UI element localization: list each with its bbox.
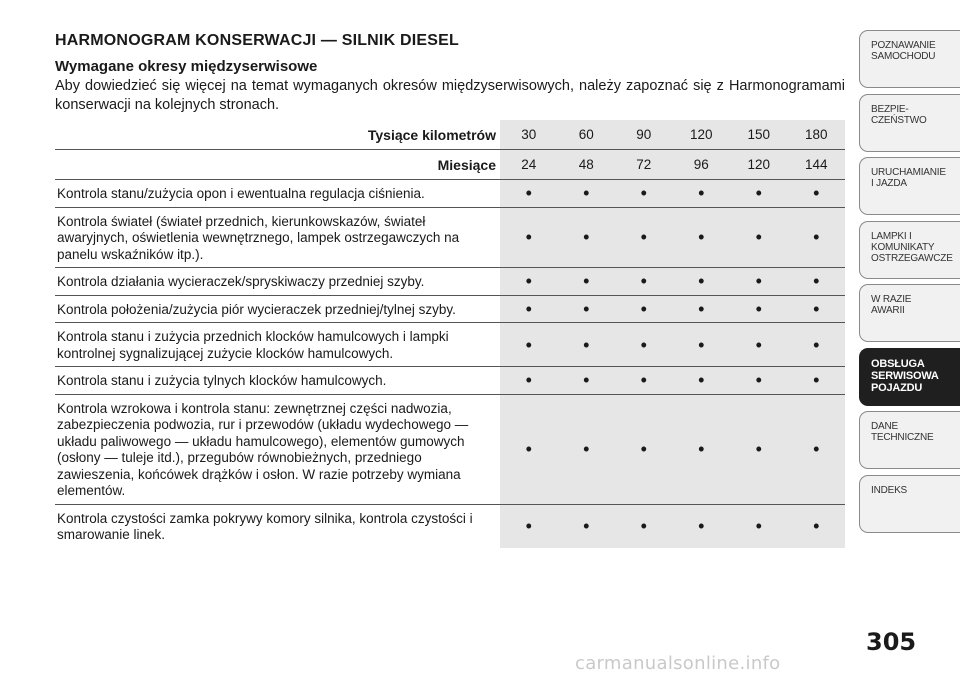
bullet-mark: • <box>755 271 762 292</box>
bullet-mark: • <box>813 227 820 248</box>
bullet-mark: • <box>813 334 820 355</box>
bullet-mark: • <box>698 227 705 248</box>
row-interval-marks <box>500 180 845 207</box>
chapter-tab-label: URUCHAMIANIE I JAZDA <box>871 167 946 189</box>
row-interval-marks <box>500 208 845 268</box>
row-interval-marks <box>500 296 845 323</box>
chapter-tab[interactable] <box>859 284 960 342</box>
km-value: 90 <box>636 127 652 142</box>
table-body <box>55 179 845 548</box>
row-description: Kontrola stanu/zużycia opon i ewentualna regulacja ciśnienia. <box>57 186 425 201</box>
bullet-mark: • <box>755 227 762 248</box>
bullet-mark: • <box>755 298 762 319</box>
maintenance-table <box>55 120 845 548</box>
bullet-mark: • <box>813 516 820 536</box>
row-description: Kontrola czystości zamka pokrywy komory silnika, kontrola czystości i smarowanie linek. <box>57 510 473 542</box>
chapter-tab[interactable] <box>859 30 960 88</box>
row-interval-marks <box>500 268 845 295</box>
row-interval-marks <box>500 367 845 394</box>
table-row <box>55 267 845 295</box>
chapter-tab-label: BEZPIE- CZEŃSTWO <box>871 103 927 126</box>
table-row <box>55 504 845 548</box>
table-row <box>55 179 845 207</box>
bullet-mark: • <box>813 271 820 292</box>
chapter-tab-label: INDEKS <box>871 484 908 496</box>
bullet-mark: • <box>698 370 705 391</box>
row-description: Kontrola świateł (świateł przednich, kierunkowskazów, świateł awaryjnych, oświetlenia wewnętrznego, lampek ostrzegawczych na panelu wskaźników itp.). <box>57 213 460 262</box>
row-description: Kontrola położenia/zużycia piór wycieraczek przedniej/tylnej szyby. <box>57 301 456 317</box>
months-value: 48 <box>578 157 594 172</box>
bullet-mark: • <box>525 227 532 248</box>
km-header-row <box>55 120 845 149</box>
km-header-values <box>500 120 845 149</box>
months-value: 120 <box>747 157 771 172</box>
bullet-mark: • <box>583 271 590 292</box>
bullet-mark: • <box>813 298 820 319</box>
bullet-mark: • <box>640 516 647 536</box>
table-row <box>55 322 845 366</box>
table-row <box>55 295 845 323</box>
bullet-mark: • <box>813 439 820 459</box>
bullet-mark: • <box>525 298 532 319</box>
chapter-tab[interactable] <box>859 348 960 406</box>
watermark: carmanualsonline.info <box>575 653 781 674</box>
row-description: Kontrola stanu i zużycia tylnych klocków hamulcowych. <box>57 373 387 388</box>
bullet-mark: • <box>698 183 705 204</box>
bullet-mark: • <box>583 183 590 204</box>
bullet-mark: • <box>583 334 590 355</box>
page-number: 305 <box>866 628 917 656</box>
bullet-mark: • <box>813 183 820 204</box>
bullet-mark: • <box>525 516 532 536</box>
row-description: Kontrola działania wycieraczek/spryskiwaczy przedniej szyby. <box>57 274 425 289</box>
bullet-mark: • <box>525 271 532 292</box>
bullet-mark: • <box>755 334 762 355</box>
chapter-tab[interactable] <box>859 94 960 152</box>
months-value: 72 <box>636 157 652 172</box>
chapter-tab[interactable] <box>859 157 960 215</box>
page-heading: HARMONOGRAM KONSERWACJI — SILNIK DIESEL <box>55 32 459 49</box>
bullet-mark: • <box>755 370 762 391</box>
row-description: Kontrola stanu i zużycia przednich klocków hamulcowych i lampki kontrolnej sygnalizującej zużycie klocków hamulcowych. <box>57 329 449 361</box>
bullet-mark: • <box>525 370 532 391</box>
bullet-mark: • <box>640 370 647 391</box>
page-content <box>55 32 845 115</box>
km-value: 150 <box>747 127 771 142</box>
chapter-tab[interactable] <box>859 475 960 533</box>
bullet-mark: • <box>525 334 532 355</box>
bullet-mark: • <box>525 439 532 459</box>
km-value: 60 <box>578 127 594 142</box>
bullet-mark: • <box>525 183 532 204</box>
intro-paragraph: Aby dowiedzieć się więcej na temat wymaganych okresów międzyserwisowych, należy zapoznać się z Harmonogramami konserwacji na kolejnych stronach. <box>55 78 845 113</box>
chapter-tab-label: LAMPKI I KOMUNIKATY OSTRZEGAWCZE <box>871 230 953 264</box>
chapter-tabs <box>859 30 960 538</box>
bullet-mark: • <box>640 334 647 355</box>
bullet-mark: • <box>698 334 705 355</box>
table-row <box>55 394 845 504</box>
bullet-mark: • <box>698 516 705 536</box>
bullet-mark: • <box>755 183 762 204</box>
chapter-tab-label: W RAZIE AWARII <box>871 294 912 316</box>
bullet-mark: • <box>813 370 820 391</box>
row-interval-marks <box>500 505 845 548</box>
bullet-mark: • <box>698 271 705 292</box>
row-interval-marks <box>500 395 845 504</box>
months-value: 144 <box>804 157 828 172</box>
bullet-mark: • <box>640 439 647 459</box>
km-value: 30 <box>521 127 537 142</box>
row-interval-marks <box>500 323 845 366</box>
months-header-values <box>500 150 845 179</box>
months-value: 96 <box>693 157 709 172</box>
km-value: 120 <box>689 127 713 142</box>
bullet-mark: • <box>755 439 762 459</box>
bullet-mark: • <box>640 183 647 204</box>
bullet-mark: • <box>698 298 705 319</box>
chapter-tab[interactable] <box>859 411 960 469</box>
chapter-tab[interactable] <box>859 221 960 279</box>
bullet-mark: • <box>640 271 647 292</box>
table-row <box>55 366 845 394</box>
bullet-mark: • <box>583 439 590 459</box>
km-value: 180 <box>804 127 828 142</box>
bullet-mark: • <box>583 298 590 319</box>
months-header-row <box>55 149 845 179</box>
section-subheading: Wymagane okresy międzyserwisowe <box>55 58 318 75</box>
chapter-tab-label: POZNAWANIE SAMOCHODU <box>871 40 936 62</box>
chapter-tab-label: DANE TECHNICZNE <box>871 421 934 443</box>
bullet-mark: • <box>583 227 590 248</box>
bullet-mark: • <box>583 516 590 536</box>
bullet-mark: • <box>640 298 647 319</box>
bullet-mark: • <box>583 370 590 391</box>
km-header-label: Tysiące kilometrów <box>367 126 496 143</box>
bullet-mark: • <box>640 227 647 248</box>
months-header-label: Miesiące <box>437 156 496 173</box>
row-description: Kontrola wzrokowa i kontrola stanu: zewnętrznej części nadwozia, zabezpieczenia podwozia, rur i przewodów (układu wydechowego — układu paliwowego — układu hamulcowego), elementów gumowych (osłony — tuleje itd.), przegubów równobieżnych, przedniego zawieszenia, końcówek drążków i osłon. W razie potrzeby wymiana elementów. <box>57 400 469 498</box>
chapter-tab-label: OBSŁUGA SERWISOWA POJAZDU <box>871 357 939 394</box>
bullet-mark: • <box>755 516 762 536</box>
table-row <box>55 207 845 268</box>
months-value: 24 <box>521 157 537 172</box>
bullet-mark: • <box>698 439 705 459</box>
